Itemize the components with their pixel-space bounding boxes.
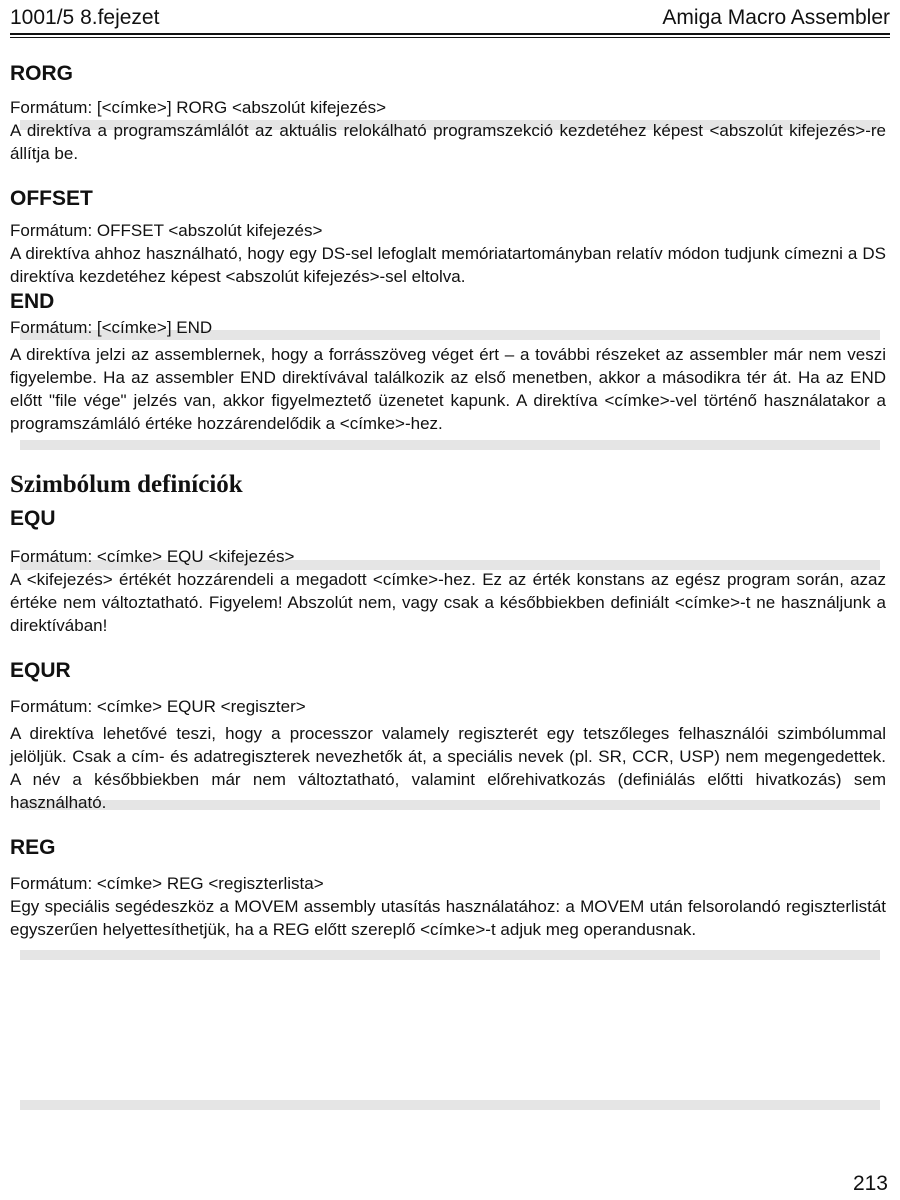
section-equr [10, 657, 886, 814]
section-body: A direktíva ahhoz használható, hogy egy DS-sel lefoglalt memóriatartományban relatív módon tudjunk címezni a DS direktíva kezdetéhez képest <abszolút kifejezés>-sel eltolva. [10, 244, 886, 286]
section-title: EQUR [10, 659, 71, 682]
section-title: EQU [10, 507, 56, 530]
format-line: Formátum: <címke> EQUR <regiszter> [10, 697, 306, 716]
format-line: Formátum: [<címke>] END [10, 318, 213, 337]
header-rule-thin [10, 37, 890, 38]
section-body: A direktíva a programszámlálót az aktuális relokálható programszekció kezdetéhez képest <abszolút kifejezés>-re állítja be. [10, 121, 886, 163]
section-body: A direktíva lehetővé teszi, hogy a processzor valamely regiszterét egy tetszőleges felhasználói szimbólummal jelöljük. Csak a cím- és adatregiszterek nevezhetők át, a speciális nevek (pl. SR, CCR, USP) nem megengedettek. A név a későbbiekben már nem változtatható, valamint előrehivatkozás (definiálás előtti hivatkozás) sem használható. [10, 724, 886, 812]
section-equ [10, 505, 886, 637]
format-line: Formátum: [<címke>] RORG <abszolút kifejezés> [10, 98, 387, 117]
page-content [10, 56, 886, 941]
section-end [10, 288, 886, 435]
header-rule [10, 33, 890, 35]
format-line: Formátum: <címke> REG <regiszterlista> [10, 874, 324, 893]
format-line: Formátum: OFFSET <abszolút kifejezés> [10, 221, 323, 240]
section-offset [10, 185, 886, 288]
book-title: Amiga Macro Assembler [662, 6, 890, 29]
running-header [10, 4, 890, 34]
page-number: 213 [852, 1172, 888, 1195]
section-title: OFFSET [10, 187, 93, 210]
section-title: REG [10, 836, 56, 859]
section-body: A direktíva jelzi az assemblernek, hogy a forrásszöveg véget ért – a további részeket az assembler már nem veszi figyelembe. Ha az assembler END direktívával találkozik az első menetben, akkor a másodikra tér át. Ha az END előtt "file vége" jelzés van, akkor figyelmeztető üzenetet kapunk. A direktíva <címke>-vel történő használatakor a programszámláló értéke hozzárendelődik a <címke>-hez. [10, 345, 886, 433]
format-line: Formátum: <címke> EQU <kifejezés> [10, 547, 295, 566]
symbol-definitions-heading: Szimbólum definíciók [10, 471, 243, 498]
chapter-reference: 1001/5 8.fejezet [10, 6, 160, 29]
section-body: Egy speciális segédeszköz a MOVEM assembly utasítás használatához: a MOVEM után felsorolandó regiszterlistát egyszerűen helyettesíthetjük, ha a REG előtt szereplő <címke>-t adjuk meg operandusnak. [10, 897, 886, 939]
section-title: END [10, 290, 55, 313]
section-title: RORG [10, 62, 73, 85]
section-rorg [10, 60, 886, 165]
section-body: A <kifejezés> értékét hozzárendeli a megadott <címke>-hez. Ez az érték konstans az egész program során, azaz értéke nem változtatható. Figyelem! Abszolút nem, vagy csak a későbbiekben definiált <címke>-t ne használjunk a direktívában! [10, 570, 886, 635]
section-reg [10, 834, 886, 941]
